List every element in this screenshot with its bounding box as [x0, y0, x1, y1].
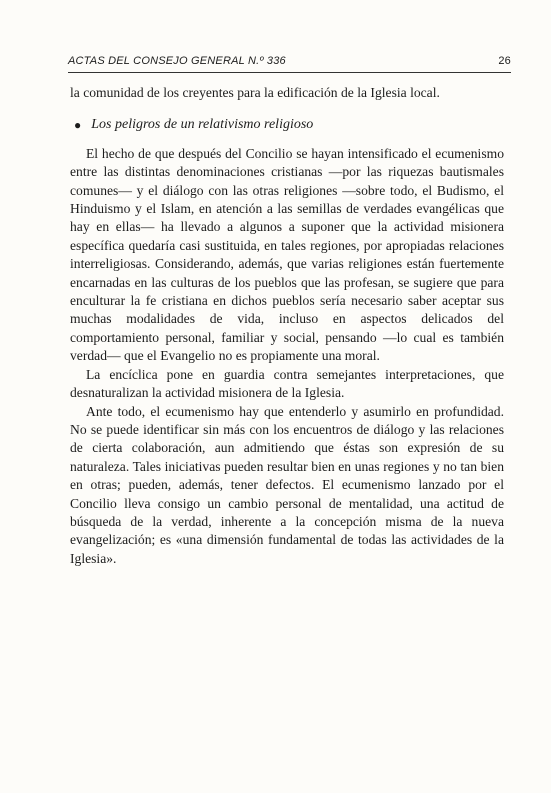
page-number: 26 — [498, 55, 511, 67]
bullet-icon: ● — [74, 118, 82, 133]
section-heading-text: Los peligros de un relativismo religioso — [91, 117, 314, 133]
running-title: ACTAS DEL CONSEJO GENERAL N.º 336 — [68, 55, 286, 67]
body-paragraph-2: La encíclica pone en guardia contra semejantes interpretaciones, que desnaturalizan la actividad misionera de la Iglesia. — [70, 366, 504, 401]
section-heading — [70, 116, 504, 134]
page-body — [70, 84, 504, 568]
body-paragraph-1: El hecho de que después del Concilio se hayan intensificado el ecumenismo entre las distintas denominaciones cristianas —por las riquezas bautismales comunes— y el diálogo con las otras religiones —sobre todo, el Budismo, el Hinduismo y el Islam, en atención a las semillas de verdades evangélicas que hay en ellas— ha llevado a algunos a suponer que la actividad misionera específica quedaría casi sustituida, en tales regiones, por apropiadas relaciones interreligiosas. Considerando, además, que varias religiones están fuertemente encarnadas en las culturas de los pueblos que las profesan, se sugiere que para enculturar la fe cristiana en dichos pueblos sería necesario saber aceptar sus muchas modalidades de vida, incluso en aspectos delicados del comportamiento personal, familiar y social, pensando —lo cual es también verdad— que el Evangelio no es propiamente una moral. — [70, 145, 504, 364]
body-paragraph-3: Ante todo, el ecumenismo hay que entenderlo y asumirlo en profundidad. No se puede identificar sin más con los encuentros de diálogo y las relaciones de cierta colaboración, aun admitiendo que éstas son expresión de su naturaleza. Tales iniciativas pueden resultar bien en unas regiones y no tan bien en otras; pueden, además, tener defectos. El ecumenismo lanzado por el Concilio lleva consigo un cambio personal de mentalidad, una actitud de búsqueda de la verdad, inherente a la concepción misma de la nueva evangelización; es «una dimensión fundamental de todas las actividades de la Iglesia». — [70, 403, 504, 566]
running-header — [68, 52, 511, 73]
lead-paragraph: la comunidad de los creyentes para la edificación de la Iglesia local. — [70, 85, 440, 100]
